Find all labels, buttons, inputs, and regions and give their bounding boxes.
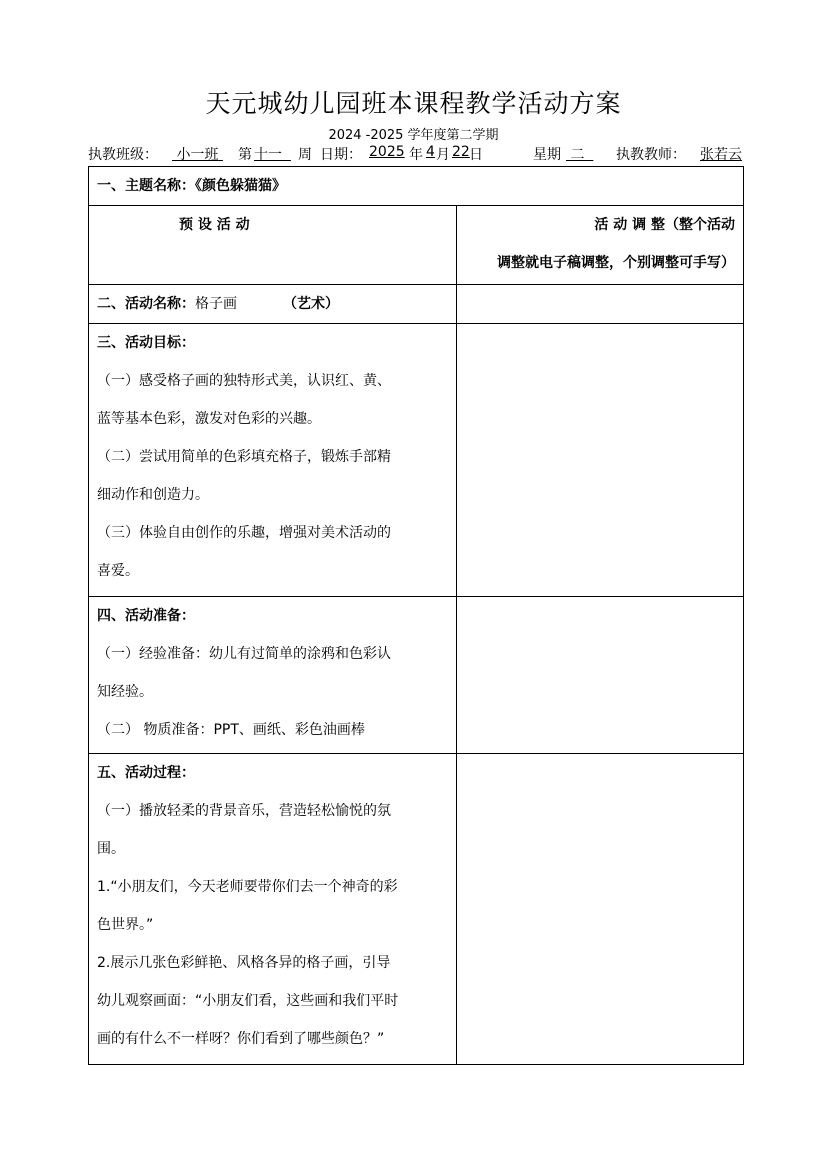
theme-label: 一、主题名称： xyxy=(97,178,195,194)
process-line: 2.展示几张色彩鲜艳、风格各异的格子画，引导 xyxy=(97,955,391,971)
process-line: （一）播放轻柔的背景音乐，营造轻松愉悦的氛 xyxy=(97,803,391,819)
prep-line: 知经验。 xyxy=(97,684,153,700)
goals-line: （一）感受格子画的独特形式美，认识红、黄、 xyxy=(97,373,391,389)
class-value: 小一班 xyxy=(176,147,219,163)
date-month-char: 月 xyxy=(436,147,450,163)
goals-row xyxy=(89,324,744,597)
prep-line: （二） 物质准备：PPT、画纸、彩色油画棒 xyxy=(97,722,365,738)
process-label: 五、活动过程： xyxy=(97,765,195,781)
goals-line: （三）体验自由创作的乐趣，增强对美术活动的 xyxy=(97,525,391,541)
theme-row xyxy=(89,167,744,206)
process-cell xyxy=(89,754,457,1065)
preset-header-cell xyxy=(89,206,457,285)
teacher-label: 执教教师： xyxy=(616,147,686,163)
preset-header: 预 设 活 动 xyxy=(179,217,250,233)
date-label: 日期： xyxy=(320,147,362,163)
activity-name-value: 格子画 xyxy=(195,296,237,312)
date-year: 2025 xyxy=(369,144,405,160)
school-term: 2024 -2025 学年度第二学期 xyxy=(328,128,499,143)
adjust-header-line-2: 调整就电子稿调整，个别调整可手写） xyxy=(497,255,735,271)
process-row xyxy=(89,754,744,1065)
date-year-char: 年 xyxy=(409,147,423,163)
date-day-char: 日 xyxy=(469,147,483,163)
activity-name-row xyxy=(89,285,744,324)
process-adjust-cell xyxy=(457,754,744,1065)
adjust-header-line-1: 活 动 调 整（整个活动 xyxy=(594,217,735,233)
document-title: 天元城幼儿园班本课程教学活动方案 xyxy=(205,89,622,118)
prep-line: （一）经验准备：幼儿有过简单的涂鸦和色彩认 xyxy=(97,646,391,662)
process-line: 画的有什么不一样呀？你们看到了哪些颜色？” xyxy=(97,1031,385,1047)
goals-line: 细动作和创造力。 xyxy=(97,487,209,503)
process-line: 1.“小朋友们，今天老师要带你们去一个神奇的彩 xyxy=(97,879,398,895)
goals-adjust-cell xyxy=(457,324,744,597)
process-line: 色世界。” xyxy=(97,917,154,933)
prep-adjust-cell xyxy=(457,597,744,754)
week-prefix: 第 xyxy=(238,147,252,163)
goals-line: 喜爱。 xyxy=(97,563,139,579)
weekday-value: 二 xyxy=(570,147,585,163)
prep-label: 四、活动准备： xyxy=(97,608,195,624)
activity-name-cell xyxy=(89,285,457,324)
process-line: 幼儿观察画面：“小朋友们看，这些画和我们平时 xyxy=(97,993,399,1009)
goals-line: （二）尝试用简单的色彩填充格子，锻炼手部精 xyxy=(97,449,391,465)
prep-cell xyxy=(89,597,457,754)
teacher-value: 张若云 xyxy=(700,147,742,163)
date-day: 22 xyxy=(452,144,470,160)
goals-line: 蓝等基本色彩，激发对色彩的兴趣。 xyxy=(97,411,321,427)
process-line: 围。 xyxy=(97,841,125,857)
week-value: 十一 xyxy=(254,147,282,163)
class-label: 执教班级： xyxy=(88,147,158,163)
header-row xyxy=(89,206,744,285)
week-suffix: 周 xyxy=(298,147,312,163)
goals-label: 三、活动目标： xyxy=(97,335,195,351)
adjust-header-cell xyxy=(457,206,744,285)
goals-cell xyxy=(89,324,457,597)
activity-plan-table xyxy=(88,166,744,1065)
weekday-label: 星期 xyxy=(533,147,561,163)
theme-cell xyxy=(89,167,744,206)
theme-value: 《颜色躲猫猫》 xyxy=(195,178,286,194)
activity-category: （艺术） xyxy=(283,296,339,312)
activity-name-adjust-cell xyxy=(457,285,744,324)
info-line xyxy=(88,144,748,166)
date-month: 4 xyxy=(426,144,435,160)
activity-name-label: 二、活动名称： xyxy=(97,296,195,312)
prep-row xyxy=(89,597,744,754)
